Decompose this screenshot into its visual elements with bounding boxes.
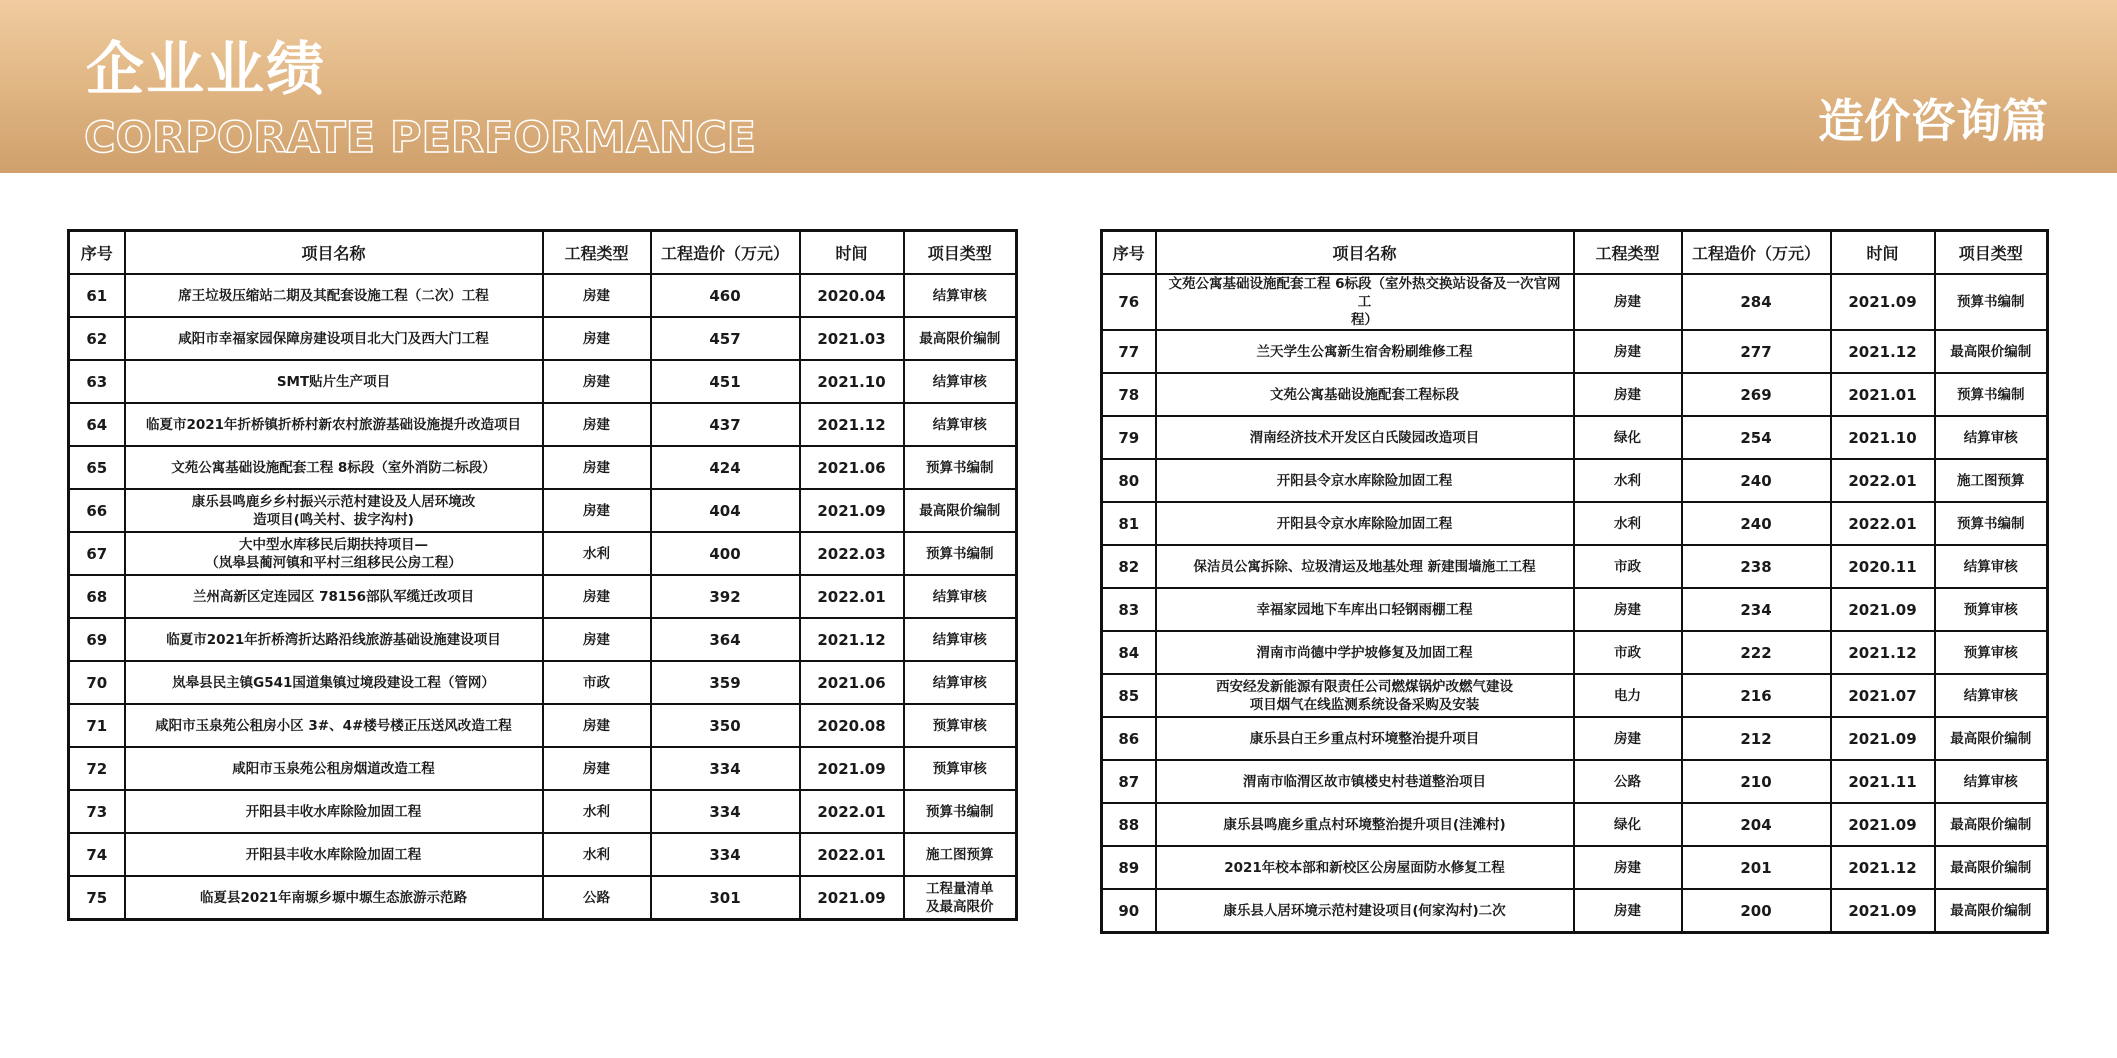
cell-row-number: 66: [69, 489, 125, 532]
cell-project-name: 临夏县2021年南塬乡塬中塬生态旅游示范路: [125, 876, 543, 920]
cell-time: 2022.01: [1831, 502, 1935, 545]
cell-time: 2020.04: [800, 274, 904, 317]
performance-table-right: [1100, 229, 2049, 934]
cell-project-name: 临夏市2021年折桥湾折达路沿线旅游基础设施建设项目: [125, 618, 543, 661]
cell-engineering-type: 房建: [543, 489, 651, 532]
cell-project-type: 结算审核: [904, 360, 1017, 403]
cell-row-number: 85: [1102, 674, 1156, 717]
cell-engineering-type: 房建: [1574, 330, 1682, 373]
cell-engineering-type: 房建: [543, 360, 651, 403]
cell-time: 2021.12: [800, 403, 904, 446]
header-banner: [0, 0, 2117, 173]
cell-cost: 437: [651, 403, 800, 446]
cell-project-type: 工程量清单 及最高限价: [904, 876, 1017, 920]
cell-engineering-type: 房建: [1574, 889, 1682, 933]
cell-cost: 359: [651, 661, 800, 704]
cell-engineering-type: 市政: [1574, 631, 1682, 674]
cell-engineering-type: 水利: [1574, 459, 1682, 502]
cell-project-name: 开阳县丰收水库除险加固工程: [125, 790, 543, 833]
cell-cost: 254: [1682, 416, 1831, 459]
cell-time: 2020.08: [800, 704, 904, 747]
cell-engineering-type: 房建: [1574, 588, 1682, 631]
cell-engineering-type: 电力: [1574, 674, 1682, 717]
cell-time: 2022.01: [800, 575, 904, 618]
cell-project-name: 开阳县令京水库除险加固工程: [1156, 502, 1574, 545]
cell-cost: 212: [1682, 717, 1831, 760]
cell-engineering-type: 市政: [543, 661, 651, 704]
cell-cost: 460: [651, 274, 800, 317]
cell-project-name: 临夏市2021年折桥镇折桥村新农村旅游基础设施提升改造项目: [125, 403, 543, 446]
cell-engineering-type: 绿化: [1574, 416, 1682, 459]
cell-time: 2021.11: [1831, 760, 1935, 803]
performance-table-left: [67, 229, 1018, 921]
cell-project-type: 预算审核: [1935, 631, 2048, 674]
cell-cost: 234: [1682, 588, 1831, 631]
cell-time: 2022.01: [800, 790, 904, 833]
cell-project-name: 咸阳市玉泉苑公租房烟道改造工程: [125, 747, 543, 790]
table-row: [1102, 502, 2048, 545]
cell-project-type: 最高限价编制: [904, 317, 1017, 360]
column-header-ptype: 项目类型: [1935, 231, 2048, 275]
cell-cost: 334: [651, 747, 800, 790]
cell-cost: 204: [1682, 803, 1831, 846]
cell-time: 2021.03: [800, 317, 904, 360]
cell-row-number: 88: [1102, 803, 1156, 846]
cell-engineering-type: 房建: [543, 317, 651, 360]
cell-engineering-type: 房建: [1574, 373, 1682, 416]
column-header-no: 序号: [1102, 231, 1156, 275]
column-header-kind: 工程类型: [543, 231, 651, 275]
cell-project-type: 结算审核: [1935, 416, 2048, 459]
cell-cost: 364: [651, 618, 800, 661]
cell-row-number: 76: [1102, 274, 1156, 330]
cell-row-number: 72: [69, 747, 125, 790]
table-row: [1102, 803, 2048, 846]
cell-engineering-type: 房建: [1574, 274, 1682, 330]
cell-row-number: 79: [1102, 416, 1156, 459]
table-row: [69, 575, 1017, 618]
cell-row-number: 70: [69, 661, 125, 704]
cell-project-name: 康乐县白王乡重点村环境整治提升项目: [1156, 717, 1574, 760]
cell-cost: 404: [651, 489, 800, 532]
cell-project-name: 兰天学生公寓新生宿舍粉刷维修工程: [1156, 330, 1574, 373]
cell-project-type: 施工图预算: [1935, 459, 2048, 502]
cell-cost: 238: [1682, 545, 1831, 588]
cell-engineering-type: 水利: [543, 833, 651, 876]
cell-row-number: 63: [69, 360, 125, 403]
cell-project-type: 结算审核: [904, 575, 1017, 618]
table-row: [69, 446, 1017, 489]
column-header-ptype: 项目类型: [904, 231, 1017, 275]
column-header-cost: 工程造价（万元）: [1682, 231, 1831, 275]
cell-time: 2021.09: [800, 489, 904, 532]
cell-engineering-type: 房建: [543, 575, 651, 618]
cell-project-name: 咸阳市幸福家园保障房建设项目北大门及西大门工程: [125, 317, 543, 360]
cell-project-name: 渭南市临渭区故市镇楼史村巷道整治项目: [1156, 760, 1574, 803]
cell-project-type: 结算审核: [904, 274, 1017, 317]
cell-cost: 240: [1682, 502, 1831, 545]
cell-project-type: 预算书编制: [904, 446, 1017, 489]
cell-project-name: 康乐县鸣鹿乡重点村环境整治提升项目(洼滩村): [1156, 803, 1574, 846]
cell-cost: 210: [1682, 760, 1831, 803]
cell-row-number: 74: [69, 833, 125, 876]
cell-project-type: 结算审核: [1935, 674, 2048, 717]
cell-engineering-type: 房建: [1574, 846, 1682, 889]
table-row: [1102, 416, 2048, 459]
table-row: [1102, 545, 2048, 588]
cell-project-type: 施工图预算: [904, 833, 1017, 876]
cell-project-type: 结算审核: [1935, 545, 2048, 588]
cell-row-number: 83: [1102, 588, 1156, 631]
table-row: [69, 833, 1017, 876]
cell-project-type: 预算审核: [904, 704, 1017, 747]
cell-project-type: 最高限价编制: [1935, 846, 2048, 889]
cell-project-name: 咸阳市玉泉苑公租房小区 3#、4#楼号楼正压送风改造工程: [125, 704, 543, 747]
cell-time: 2021.01: [1831, 373, 1935, 416]
cell-cost: 216: [1682, 674, 1831, 717]
cell-row-number: 84: [1102, 631, 1156, 674]
table-row: [69, 747, 1017, 790]
cell-row-number: 77: [1102, 330, 1156, 373]
table-row: [69, 661, 1017, 704]
table-row: [1102, 760, 2048, 803]
cell-time: 2021.09: [1831, 889, 1935, 933]
cell-project-name: 席王垃圾压缩站二期及其配套设施工程（二次）工程: [125, 274, 543, 317]
column-header-time: 时间: [800, 231, 904, 275]
cell-cost: 301: [651, 876, 800, 920]
cell-engineering-type: 公路: [1574, 760, 1682, 803]
table-row: [69, 532, 1017, 575]
table-row: [69, 704, 1017, 747]
table-row: [1102, 846, 2048, 889]
cell-time: 2021.07: [1831, 674, 1935, 717]
cell-time: 2020.11: [1831, 545, 1935, 588]
cell-row-number: 75: [69, 876, 125, 920]
cell-project-name: 保洁员公寓拆除、垃圾清运及地基处理 新建围墙施工工程: [1156, 545, 1574, 588]
cell-row-number: 68: [69, 575, 125, 618]
table-row: [69, 317, 1017, 360]
cell-time: 2022.03: [800, 532, 904, 575]
cell-project-name: 文苑公寓基础设施配套工程 8标段（室外消防二标段）: [125, 446, 543, 489]
cell-project-type: 结算审核: [904, 403, 1017, 446]
table-row: [1102, 373, 2048, 416]
cell-time: 2021.06: [800, 661, 904, 704]
cell-time: 2021.12: [1831, 330, 1935, 373]
cell-cost: 269: [1682, 373, 1831, 416]
cell-row-number: 62: [69, 317, 125, 360]
cell-engineering-type: 房建: [1574, 717, 1682, 760]
table-row: [1102, 631, 2048, 674]
cell-time: 2021.12: [1831, 846, 1935, 889]
cell-time: 2022.01: [800, 833, 904, 876]
cell-project-type: 预算审核: [904, 747, 1017, 790]
cell-project-name: 渭南经济技术开发区白氏陵园改造项目: [1156, 416, 1574, 459]
cell-project-name: 2021年校本部和新校区公房屋面防水修复工程: [1156, 846, 1574, 889]
cell-time: 2021.09: [1831, 588, 1935, 631]
column-header-name: 项目名称: [125, 231, 543, 275]
cell-engineering-type: 水利: [543, 532, 651, 575]
table-row: [1102, 330, 2048, 373]
table-row: [1102, 889, 2048, 933]
cell-project-name: 开阳县令京水库除险加固工程: [1156, 459, 1574, 502]
cell-engineering-type: 房建: [543, 747, 651, 790]
cell-project-type: 预算书编制: [904, 790, 1017, 833]
column-header-time: 时间: [1831, 231, 1935, 275]
cell-cost: 334: [651, 833, 800, 876]
cell-project-name: 文苑公寓基础设施配套工程 6标段（室外热交换站设备及一次官网工 程）: [1156, 274, 1574, 330]
cell-project-name: 开阳县丰收水库除险加固工程: [125, 833, 543, 876]
cell-engineering-type: 房建: [543, 446, 651, 489]
cell-cost: 424: [651, 446, 800, 489]
table-row: [69, 274, 1017, 317]
cell-project-type: 预算书编制: [904, 532, 1017, 575]
cell-row-number: 90: [1102, 889, 1156, 933]
cell-time: 2021.09: [1831, 803, 1935, 846]
cell-engineering-type: 市政: [1574, 545, 1682, 588]
cell-project-type: 预算书编制: [1935, 373, 2048, 416]
cell-cost: 284: [1682, 274, 1831, 330]
cell-row-number: 89: [1102, 846, 1156, 889]
table-row: [69, 618, 1017, 661]
cell-row-number: 71: [69, 704, 125, 747]
cell-time: 2021.12: [800, 618, 904, 661]
table-row: [69, 360, 1017, 403]
cell-project-name: 康乐县人居环境示范村建设项目(何家沟村)二次: [1156, 889, 1574, 933]
table-row: [1102, 274, 2048, 330]
cell-project-name: 渭南市尚德中学护坡修复及加固工程: [1156, 631, 1574, 674]
column-header-kind: 工程类型: [1574, 231, 1682, 275]
table-row: [1102, 717, 2048, 760]
cell-engineering-type: 绿化: [1574, 803, 1682, 846]
cell-engineering-type: 房建: [543, 618, 651, 661]
cell-time: 2021.10: [800, 360, 904, 403]
cell-cost: 350: [651, 704, 800, 747]
table-row: [69, 790, 1017, 833]
cell-project-type: 预算书编制: [1935, 274, 2048, 330]
cell-time: 2021.10: [1831, 416, 1935, 459]
table-row: [1102, 588, 2048, 631]
cell-row-number: 86: [1102, 717, 1156, 760]
cell-row-number: 87: [1102, 760, 1156, 803]
section-subtitle: 造价咨询篇: [1818, 94, 2048, 148]
cell-cost: 277: [1682, 330, 1831, 373]
cell-project-type: 预算书编制: [1935, 502, 2048, 545]
cell-row-number: 67: [69, 532, 125, 575]
cell-project-type: 预算审核: [1935, 588, 2048, 631]
table-row: [1102, 459, 2048, 502]
cell-row-number: 82: [1102, 545, 1156, 588]
table-row: [69, 489, 1017, 532]
cell-project-type: 结算审核: [1935, 760, 2048, 803]
cell-cost: 334: [651, 790, 800, 833]
cell-cost: 400: [651, 532, 800, 575]
cell-project-type: 最高限价编制: [1935, 889, 2048, 933]
table-header-row: [1102, 231, 2048, 275]
cell-row-number: 65: [69, 446, 125, 489]
table-header-row: [69, 231, 1017, 275]
cell-project-name: 大中型水库移民后期扶持项目— （岚皋县蔺河镇和平村三组移民公房工程）: [125, 532, 543, 575]
cell-project-name: 文苑公寓基础设施配套工程标段: [1156, 373, 1574, 416]
column-header-name: 项目名称: [1156, 231, 1574, 275]
cell-project-type: 结算审核: [904, 618, 1017, 661]
cell-row-number: 78: [1102, 373, 1156, 416]
cell-cost: 201: [1682, 846, 1831, 889]
cell-row-number: 69: [69, 618, 125, 661]
table-row: [69, 403, 1017, 446]
cell-project-name: SMT贴片生产项目: [125, 360, 543, 403]
cell-engineering-type: 房建: [543, 274, 651, 317]
cell-time: 2021.09: [1831, 717, 1935, 760]
cell-time: 2021.06: [800, 446, 904, 489]
cell-time: 2021.12: [1831, 631, 1935, 674]
cell-time: 2021.09: [1831, 274, 1935, 330]
cell-time: 2021.09: [800, 747, 904, 790]
cell-time: 2021.09: [800, 876, 904, 920]
table-row: [69, 876, 1017, 920]
cell-time: 2022.01: [1831, 459, 1935, 502]
cell-row-number: 61: [69, 274, 125, 317]
cell-project-type: 最高限价编制: [1935, 717, 2048, 760]
cell-cost: 240: [1682, 459, 1831, 502]
cell-project-type: 最高限价编制: [1935, 803, 2048, 846]
table-row: [1102, 674, 2048, 717]
cell-row-number: 73: [69, 790, 125, 833]
cell-project-name: 兰州高新区定连园区 78156部队军缆迁改项目: [125, 575, 543, 618]
cell-project-name: 西安经发新能源有限责任公司燃煤锅炉改燃气建设 项目烟气在线监测系统设备采购及安装: [1156, 674, 1574, 717]
cell-project-name: 幸福家园地下车库出口轻钢雨棚工程: [1156, 588, 1574, 631]
cell-project-type: 结算审核: [904, 661, 1017, 704]
column-header-cost: 工程造价（万元）: [651, 231, 800, 275]
cell-row-number: 80: [1102, 459, 1156, 502]
cell-cost: 222: [1682, 631, 1831, 674]
cell-row-number: 81: [1102, 502, 1156, 545]
column-header-no: 序号: [69, 231, 125, 275]
page-title-english: CORPORATE PERFORMANCE: [84, 113, 757, 163]
cell-engineering-type: 房建: [543, 704, 651, 747]
cell-cost: 200: [1682, 889, 1831, 933]
page-title: 企业业绩: [86, 35, 327, 103]
cell-engineering-type: 公路: [543, 876, 651, 920]
cell-cost: 392: [651, 575, 800, 618]
cell-project-type: 最高限价编制: [1935, 330, 2048, 373]
cell-cost: 451: [651, 360, 800, 403]
cell-engineering-type: 水利: [543, 790, 651, 833]
cell-engineering-type: 房建: [543, 403, 651, 446]
cell-project-name: 康乐县鸣鹿乡乡村振兴示范村建设及人居环境改 造项目(鸣关村、拔字沟村): [125, 489, 543, 532]
cell-project-type: 最高限价编制: [904, 489, 1017, 532]
cell-engineering-type: 水利: [1574, 502, 1682, 545]
cell-cost: 457: [651, 317, 800, 360]
cell-project-name: 岚皋县民主镇G541国道集镇过境段建设工程（管网）: [125, 661, 543, 704]
cell-row-number: 64: [69, 403, 125, 446]
